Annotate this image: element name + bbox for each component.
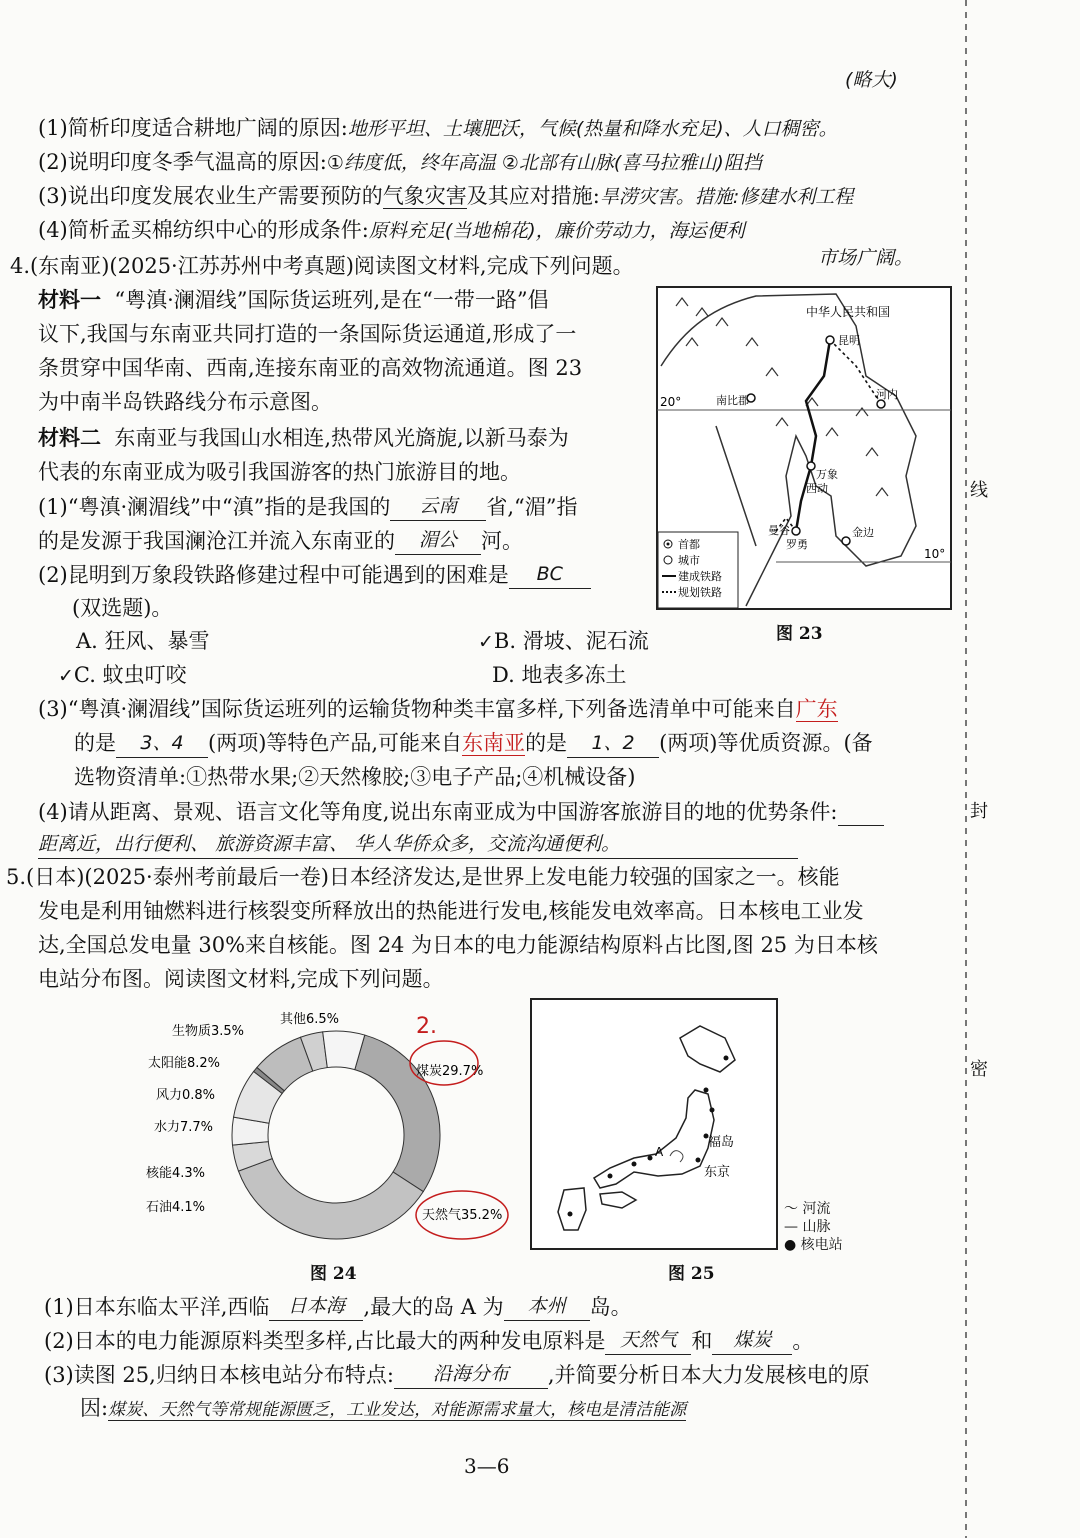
donut-label: 核能4.3% [146, 1166, 206, 1181]
q4-material2-label: 材料二 [38, 425, 101, 450]
q5-sub2-answer2: 煤炭 [712, 1326, 792, 1355]
legend-planned-railway: 规划铁路 [678, 586, 722, 599]
q5-sub1-prompt-c: 岛。 [589, 1295, 632, 1319]
binding-char-seal: 封 [970, 801, 988, 822]
figure-24-chart [140, 1005, 510, 1255]
legend-nuclear-plant: ● 核电站 [784, 1237, 843, 1253]
q4-material2-line2: 代表的东南亚成为吸引我国游客的热门旅游目的地。 [38, 460, 521, 484]
map-label-xidong: 西动 [806, 482, 828, 495]
q5-sub3-prompt-a: (3)读图 25,归纳日本核电站分布特点: [44, 1363, 394, 1387]
page-number: 3—6 [464, 1454, 510, 1478]
capital-hanoi-marker [877, 400, 885, 408]
q4-sub1-prompt-a: (1)“粤滇·澜湄线”中“滇”指的是我国的 [38, 495, 391, 519]
donut-slices [232, 1031, 440, 1239]
q3-answer-3: 旱涝灾害。措施:修建水利工程 [599, 186, 854, 208]
q4-sub3-line2 [74, 729, 873, 758]
map-label-lat10: 10° [924, 547, 946, 561]
q4-sub2-prompt: (2)昆明到万象段铁路修建过程中可能遇到的困难是 [38, 563, 509, 587]
map-label-phnompenh: 金边 [852, 526, 874, 539]
q4-option-c-text: C. 蚊虫叮咬 [73, 663, 187, 687]
q4-material1-line4: 为中南半岛铁路线分布示意图。 [38, 390, 332, 414]
capital-bangkok-marker [792, 527, 800, 535]
q4-material1-line3: 条贯穿中国华南、西南,连接东南亚的高效物流通道。图 23 [38, 356, 583, 380]
q5-header-line2: 发电是利用铀燃料进行核裂变所释放出的热能进行发电,核能发电效率高。日本核电工业发 [38, 899, 864, 923]
map-label-vientiane: 万象 [816, 468, 838, 481]
q4-option-c [58, 661, 187, 690]
q3-item3 [38, 182, 853, 211]
q5-sub3-line1 [44, 1360, 870, 1389]
q5-sub2-answer1: 天然气 [605, 1326, 691, 1355]
q5-sub1-answer-sea: 日本海 [269, 1292, 363, 1321]
binding-char-line: 线 [970, 480, 988, 501]
q5-sub3-answer: 沿海分布 [394, 1360, 548, 1389]
q5-sub2-prompt-c: 。 [792, 1329, 814, 1353]
donut-label: 水力7.7% [154, 1120, 214, 1135]
donut-label: 煤炭29.7% [416, 1064, 484, 1079]
q4-sub3-prompt-e: (两项)等优质资源。(备 [659, 731, 873, 755]
q4-sub3-line3: 选物资清单:①热带水果;②天然橡胶;③电子产品;④机械设备) [74, 765, 636, 789]
q4-sub3-guangdong: 广东 [795, 697, 838, 721]
q3-item1 [38, 114, 838, 143]
q4-sub3-answer2: 1、2 [567, 729, 659, 758]
label-tokyo: 东京 [704, 1165, 731, 1180]
q4-material1-line1 [38, 286, 549, 314]
q4-sub2-answer: BC [509, 560, 591, 589]
capital-phnompenh-marker [842, 537, 850, 545]
label-fukushima: 福岛 [708, 1135, 735, 1150]
q4-option-b-text: B. 滑坡、泥石流 [493, 629, 649, 653]
q3-item2 [38, 148, 762, 177]
legend-city: 城市 [678, 554, 700, 567]
q3-prompt-1: (1)简析印度适合耕地广阔的原因: [38, 116, 348, 140]
q4-sub4-blank [838, 797, 884, 826]
figure-23-map [656, 286, 952, 610]
q3-prompt-4: (4)简析孟买棉纺织中心的形成条件: [38, 218, 369, 242]
q4-sub4-prompt: (4)请从距离、景观、语言文化等角度,说出东南亚成为中国游客旅游目的地的优势条件: [38, 800, 838, 824]
q4-sub1-line2 [38, 526, 523, 555]
q5-sub3-prompt-c: 因: [80, 1396, 109, 1420]
q3-prompt-3b: 气象灾害 [382, 184, 467, 208]
q5-header-line1: 5.(日本)(2025·泰州考前最后一卷)日本经济发达,是世界上发电能力较强的国家之一。核能 [6, 865, 840, 889]
donut-label: 风力0.8% [156, 1088, 216, 1103]
figure-25-caption: 图 25 [668, 1264, 715, 1284]
q5-sub3-answer2: 煤炭、天然气等常规能源匮乏，工业发达，对能源需求量大，核电是清洁能源 [108, 1400, 687, 1420]
q3-prompt-3c: 及其应对措施: [466, 184, 600, 208]
donut-label: 太阳能8.2% [148, 1056, 221, 1071]
chart-red-mark: 2. [416, 1014, 437, 1039]
top-handwritten-note: (略大) [845, 69, 898, 91]
q4-sub3-answer1: 3、4 [116, 729, 208, 758]
binding-line [965, 0, 967, 1538]
q4-sub2-line2: (双选题)。 [72, 596, 173, 620]
q5-sub3-prompt-b: ,并简要分析日本大力发展核电的原 [547, 1363, 870, 1387]
map-frame [531, 999, 777, 1249]
figure-24-caption: 图 24 [310, 1264, 357, 1284]
q3-item4 [38, 216, 745, 245]
donut-label: 其他6.5% [280, 1012, 340, 1027]
map-label-kunming: 昆明 [838, 334, 860, 347]
capital-vientiane-marker [807, 462, 815, 470]
q4-sub1-line1 [38, 492, 578, 521]
q4-sub1-prompt-b: 省,“湄”指 [486, 495, 578, 519]
q5-header-line4: 电站分布图。阅读图文材料,完成下列问题。 [38, 967, 444, 991]
legend-built-railway: 建成铁路 [678, 570, 722, 583]
map-label-country: 中华人民共和国 [806, 305, 891, 319]
q4-sub4-line1 [38, 797, 884, 826]
map-label-naypyidaw: 南比郡 [716, 394, 749, 407]
q4-sub1-prompt-d: 河。 [481, 529, 523, 553]
label-island-a: A [655, 1145, 664, 1159]
q5-sub1-answer-island: 本州 [504, 1292, 590, 1321]
q5-sub2-prompt-b: 和 [691, 1329, 713, 1353]
q4-sub3-prompt-a: (3)“粤滇·澜湄线”国际货运班列的运输货物种类丰富多样,下列备选清单中可能来自 [38, 697, 796, 721]
q4-material1-label: 材料一 [38, 287, 101, 312]
q4-sub4-answer: 距离近，出行便利、 旅游资源丰富、 华人华侨众多，交流沟通便利。 [38, 830, 798, 859]
q5-sub2-prompt-a: (2)日本的电力能源原料类型多样,占比最大的两种发电原料是 [44, 1329, 606, 1353]
q3-answer-2: ①纬度低，终年高温 ②北部有山脉(喜马拉雅山)阻挡 [326, 152, 762, 174]
legend-river: 〜 河流 [784, 1201, 831, 1217]
donut-label: 生物质3.5% [172, 1024, 245, 1039]
legend-city-icon [664, 556, 672, 564]
q4-sub3-prompt-d: 的是 [525, 731, 568, 755]
q4-material2-line1 [38, 424, 569, 452]
figure-25-map [530, 998, 778, 1250]
legend-mountain: — 山脉 [784, 1219, 831, 1235]
donut-label: 石油4.1% [146, 1200, 206, 1215]
q4-material1-line2: 议下,我国与东南亚共同打造的一条国际货运通道,形成了一 [38, 322, 577, 346]
donut-slice [355, 1035, 440, 1192]
city-kunming-marker [826, 336, 834, 344]
q4-header: 4.(东南亚)(2025·江苏苏州中考真题)阅读图文材料,完成下列问题。 [10, 254, 634, 278]
map-label-hanoi: 河内 [876, 388, 898, 401]
q4-material2-text1: 东南亚与我国山水相连,热带风光旖旎,以新马泰为 [114, 426, 569, 450]
figure-23-caption: 图 23 [776, 624, 823, 644]
q4-option-d: D. 地表多冻土 [492, 663, 627, 687]
q4-option-b-check: ✓ [478, 631, 494, 653]
q5-sub1-prompt-a: (1)日本东临太平洋,西临 [44, 1295, 270, 1319]
q4-option-a: A. 狂风、暴雪 [76, 629, 210, 653]
q3-answer-4-cont: 市场广阔。 [818, 247, 914, 269]
q5-sub2 [44, 1326, 813, 1355]
donut-label: 天然气35.2% [422, 1208, 503, 1223]
q3-prompt-3a: (3)说出印度发展农业生产需要预防的 [38, 184, 383, 208]
map-label-bangkok: 曼谷 [768, 524, 790, 537]
q4-sub3-prompt-b: 的是 [74, 731, 116, 755]
q4-sub1-prompt-c: 的是发源于我国澜沧江并流入东南亚的 [38, 529, 395, 553]
map-label-lat20: 20° [660, 395, 682, 409]
q4-sub3-prompt-c: (两项)等特色产品,可能来自 [208, 731, 463, 755]
q4-sub3-line1 [38, 695, 838, 723]
q4-sub3-southeast-asia: 东南亚 [462, 731, 526, 755]
q4-sub1-answer-province: 云南 [390, 492, 486, 521]
fig25-legend [784, 1200, 843, 1254]
q3-prompt-2: (2)说明印度冬季气温高的原因: [38, 150, 327, 174]
binding-char-secret: 密 [970, 1059, 988, 1080]
q4-option-b [478, 627, 649, 656]
q4-material1-text1: “粤滇·澜湄线”国际货运班列,是在“一带一路”倡 [114, 288, 549, 312]
q3-answer-4: 原料充足(当地棉花)，廉价劳动力，海运便利 [368, 220, 745, 242]
legend-capital: 首都 [678, 538, 700, 551]
q5-sub3-line2 [80, 1394, 686, 1424]
q4-sub2-line1 [38, 560, 591, 589]
q4-sub1-answer-river: 湄公 [395, 526, 481, 555]
q5-sub1-prompt-b: ,最大的岛 A 为 [363, 1295, 504, 1319]
map-label-rayong: 罗勇 [786, 538, 808, 551]
q4-option-c-check: ✓ [58, 665, 74, 687]
q5-sub1 [44, 1292, 632, 1321]
q3-answer-1: 地形平坦、土壤肥沃，气候(热量和降水充足)、人口稠密。 [347, 118, 838, 140]
q5-header-line3: 达,全国总发电量 30%来自核能。图 24 为日本的电力能源结构原料占比图,图 25 为日本核 [38, 933, 878, 957]
